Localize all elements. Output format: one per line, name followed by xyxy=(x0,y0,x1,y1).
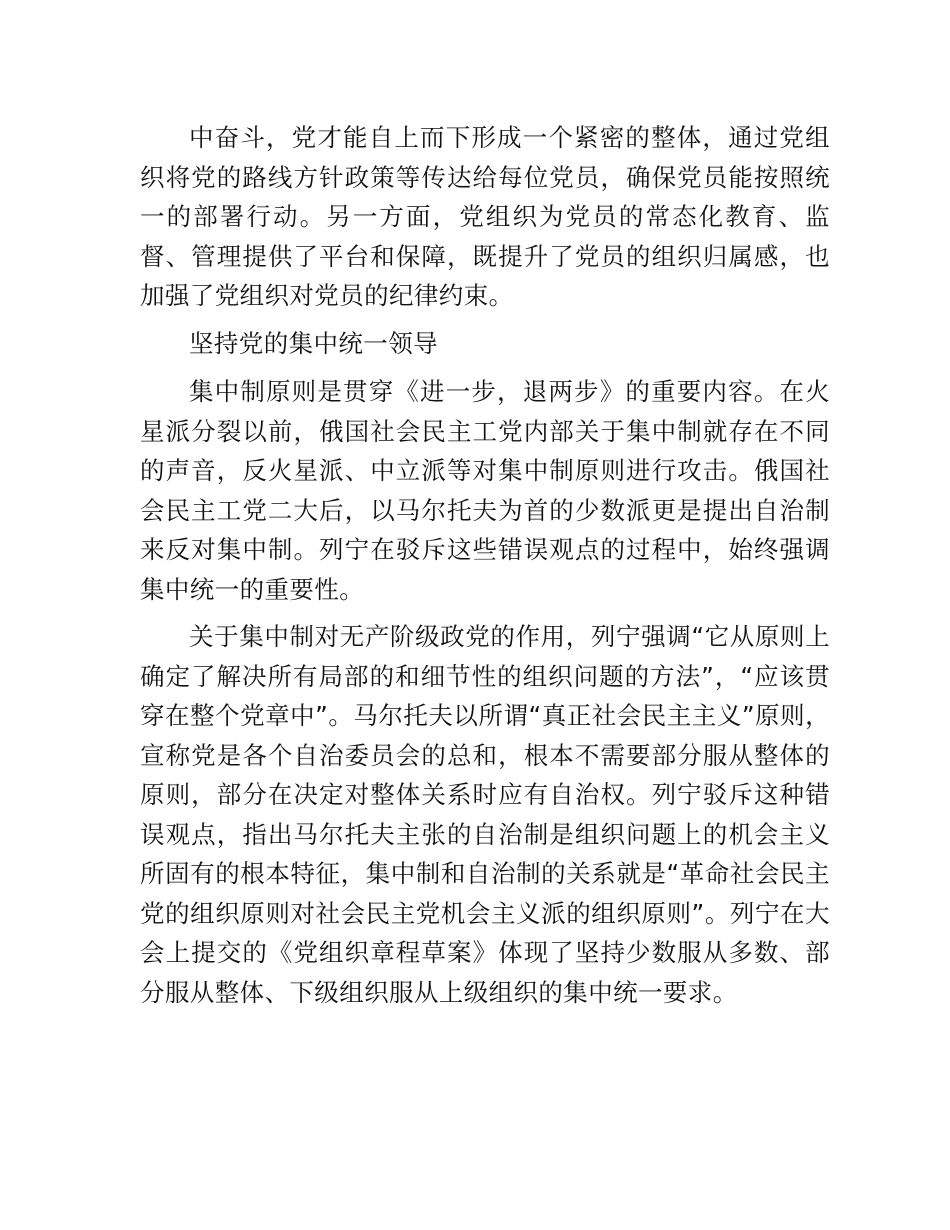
paragraph-centralism-role: 关于集中制对无产阶级政党的作用，列宁强调“它从原则上确定了解决所有局部的和细节性的组织问题的方法”，“应该贯穿在整个党章中”。马尔托夫以所谓“真正社会民主主义”原则，宣称党是各个自治委员会的总和，根本不需要部分服从整体的原则，部分在决定对整体关系时应有自治权。列宁驳斥这种错误观点，指出马尔托夫主张的自治制是组织问题上的机会主义所固有的根本特征，集中制和自治制的关系就是“革命社会民主党的组织原则对社会民主党机会主义派的组织原则”。列宁在大会上提交的《党组织章程草案》体现了坚持少数服从多数、部分服从整体、下级组织服从上级组织的集中统一要求。 xyxy=(140,622,830,1007)
paragraph-party-organization: 中奋斗，党才能自上而下形成一个紧密的整体，通过党组织将党的路线方针政策等传达给每位党员，确保党员能按照统一的部署行动。另一方面，党组织为党员的常态化教育、监督、管理提供了平台和保障，既提升了党员的组织归属感，也加强了党组织对党员的纪律约束。 xyxy=(140,123,830,310)
paragraph-centralism-principle: 集中制原则是贯穿《进一步，退两步》的重要内容。在火星派分裂以前，俄国社会民主工党内部关于集中制就存在不同的声音，反火星派、中立派等对集中制原则进行攻击。俄国社会民主工党二大后，以马尔托夫为首的少数派更是提出自治制来反对集中制。列宁在驳斥这些错误观点的过程中，始终强调集中统一的重要性。 xyxy=(140,377,830,604)
document-page xyxy=(140,118,830,1012)
section-heading: 坚持党的集中统一领导 xyxy=(189,328,438,358)
